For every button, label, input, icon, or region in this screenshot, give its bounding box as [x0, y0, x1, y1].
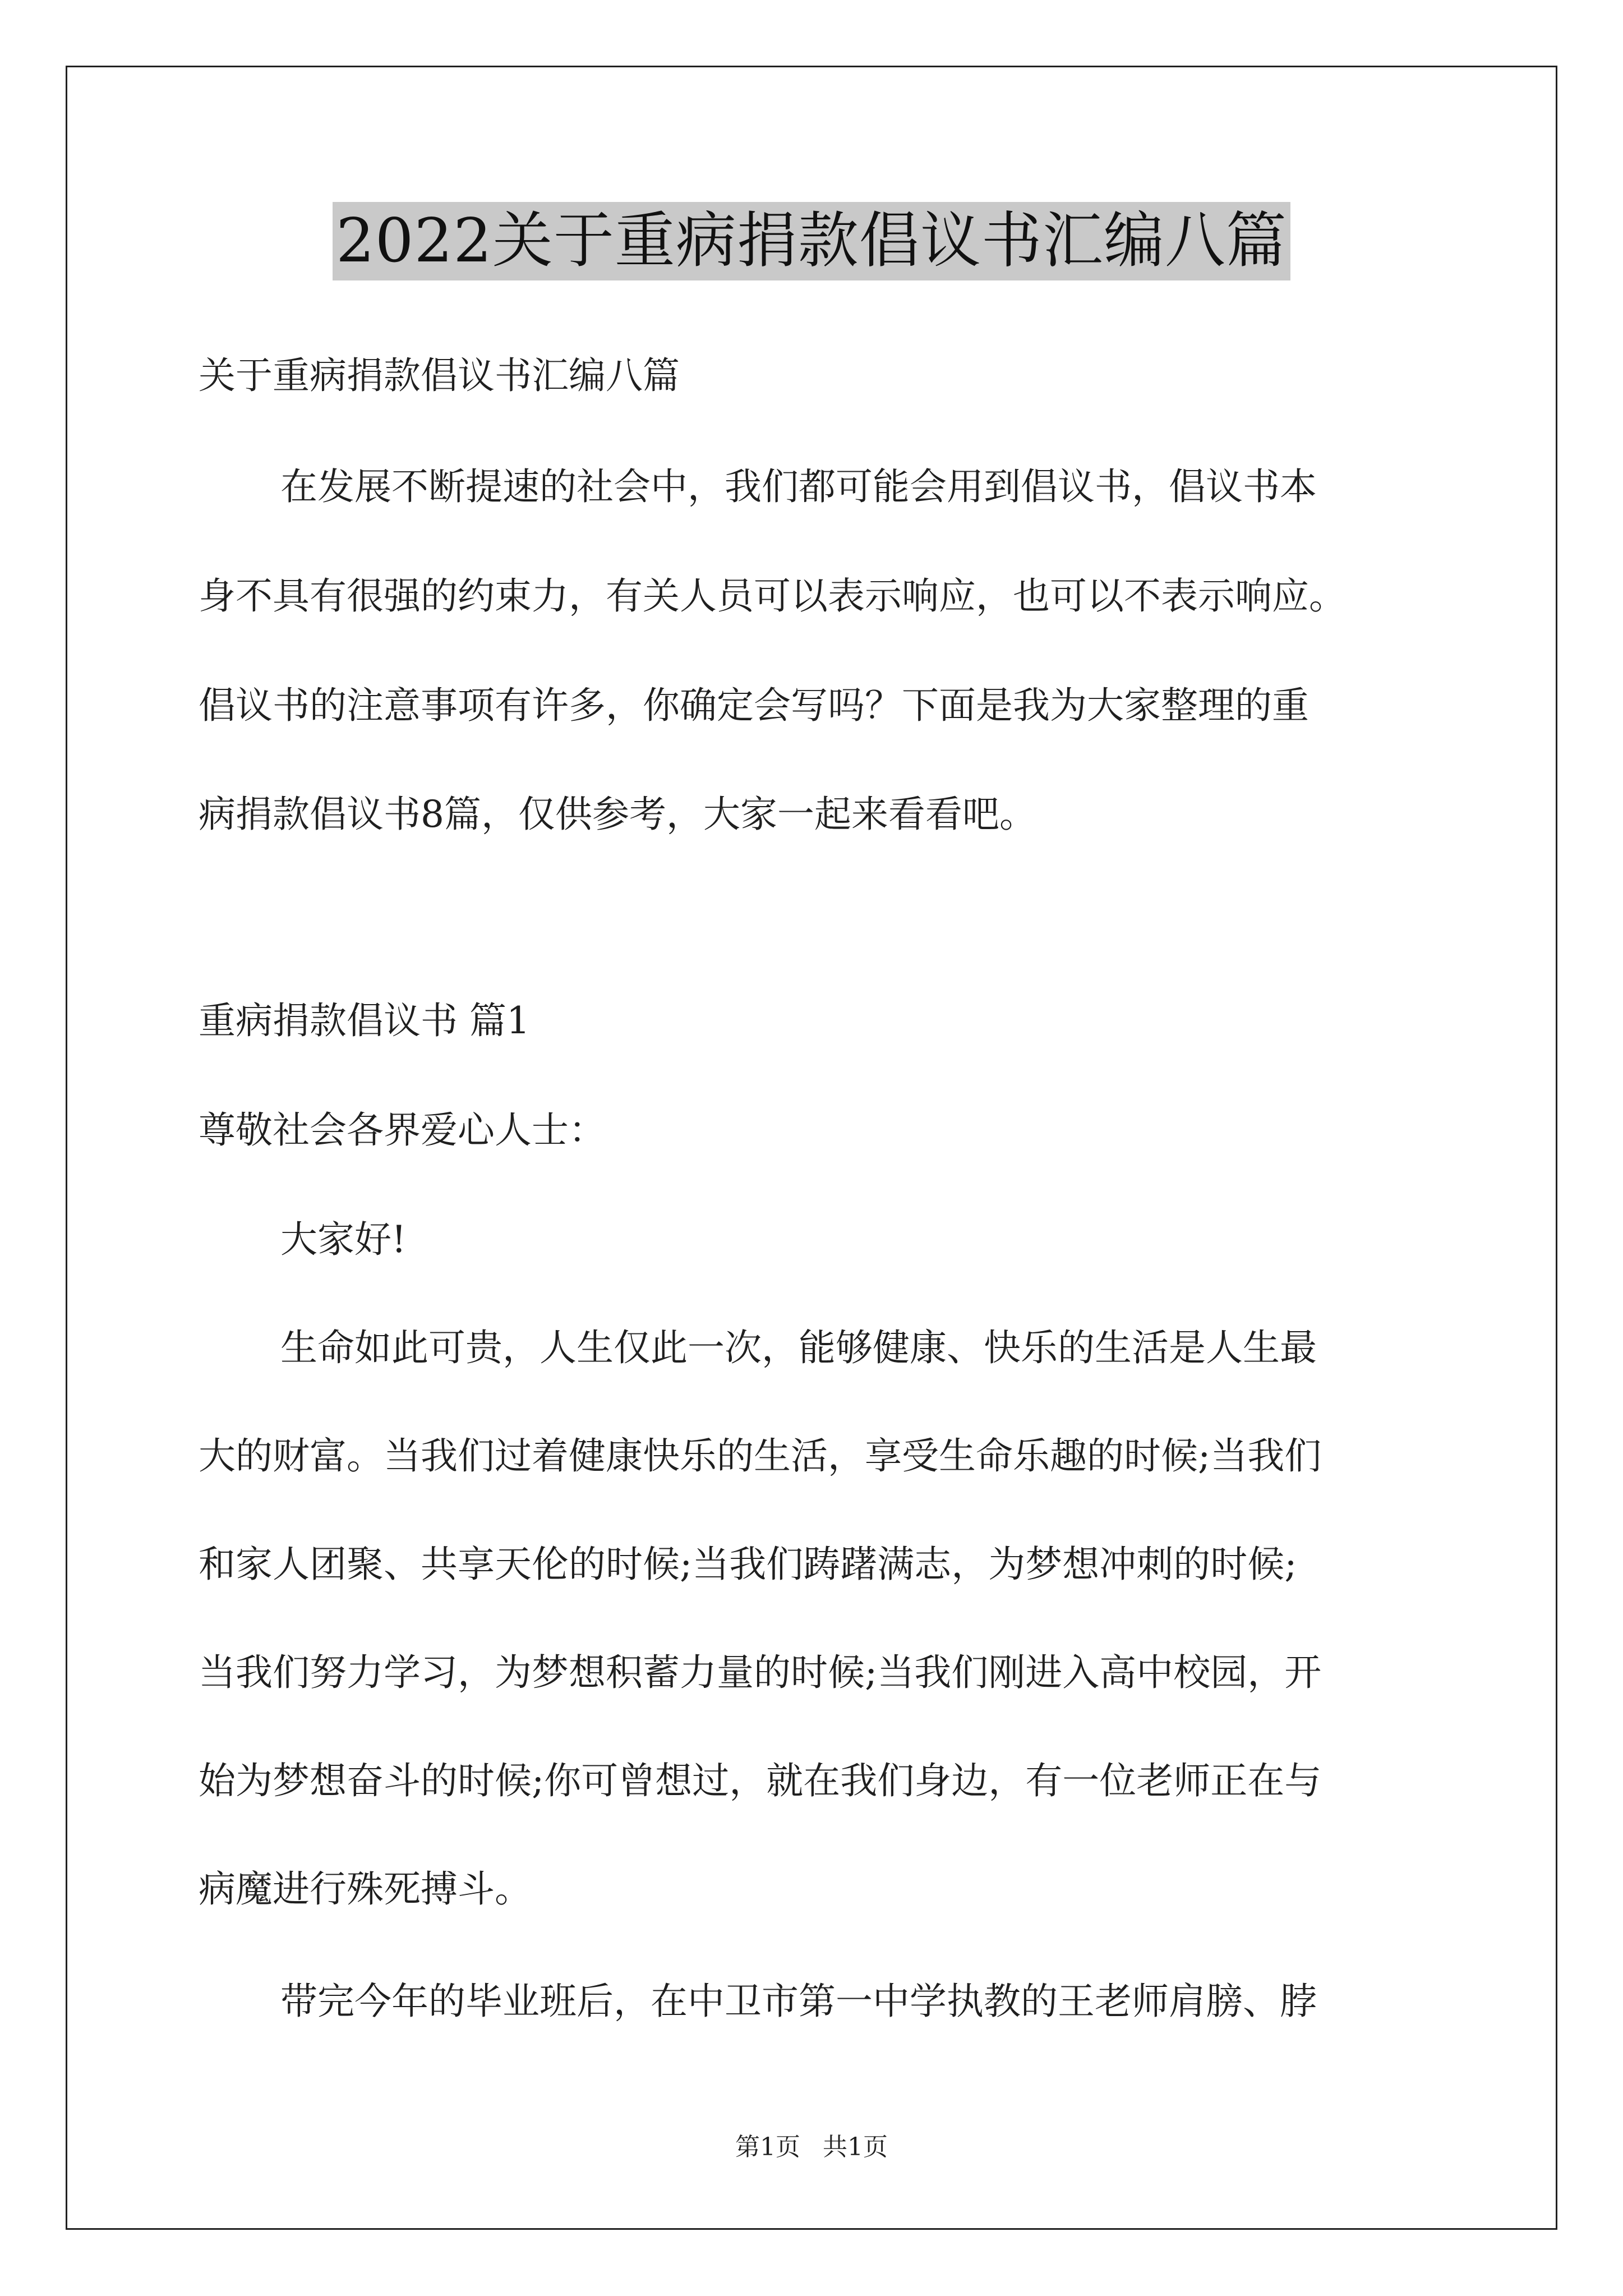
body-line-7: 带完今年的毕业班后，在中卫市第一中学执教的王老师肩膀、脖 — [280, 1980, 1317, 2023]
title-container — [0, 202, 1623, 280]
document-subtitle: 关于重病捐款倡议书汇编八篇 — [199, 354, 680, 397]
document-title: 2022关于重病捐款倡议书汇编八篇 — [333, 202, 1290, 280]
intro-line-2: 身不具有很强的约束力，有关人员可以表示响应，也可以不表示响应。 — [199, 574, 1346, 618]
body-line-1: 生命如此可贵，人生仅此一次，能够健康、快乐的生活是人生最 — [280, 1326, 1317, 1369]
page-footer — [0, 2132, 1623, 2163]
greeting: 大家好! — [280, 1218, 407, 1261]
body-line-5: 始为梦想奋斗的时候;你可曾想过，就在我们身边，有一位老师正在与 — [199, 1759, 1322, 1802]
page-number: 第1页 — [735, 2133, 800, 2161]
body-line-6: 病魔进行殊死搏斗。 — [199, 1867, 532, 1911]
intro-line-4: 病捐款倡议书8篇，仅供参考，大家一起来看看吧。 — [199, 793, 1036, 836]
intro-line-1: 在发展不断提速的社会中，我们都可能会用到倡议书，倡议书本 — [280, 465, 1317, 508]
salutation: 尊敬社会各界爱心人士： — [199, 1108, 606, 1152]
intro-line-3: 倡议书的注意事项有许多，你确定会写吗？下面是我为大家整理的重 — [199, 684, 1309, 727]
body-line-4: 当我们努力学习，为梦想积蓄力量的时候;当我们刚进入高中校园，开 — [199, 1651, 1322, 1694]
body-line-3: 和家人团聚、共享天伦的时候;当我们踌躇满志，为梦想冲刺的时候; — [199, 1543, 1297, 1586]
body-line-2: 大的财富。当我们过着健康快乐的生活，享受生命乐趣的时候;当我们 — [199, 1434, 1322, 1478]
section-heading: 重病捐款倡议书 篇1 — [199, 999, 530, 1042]
page-total: 共1页 — [823, 2133, 888, 2161]
